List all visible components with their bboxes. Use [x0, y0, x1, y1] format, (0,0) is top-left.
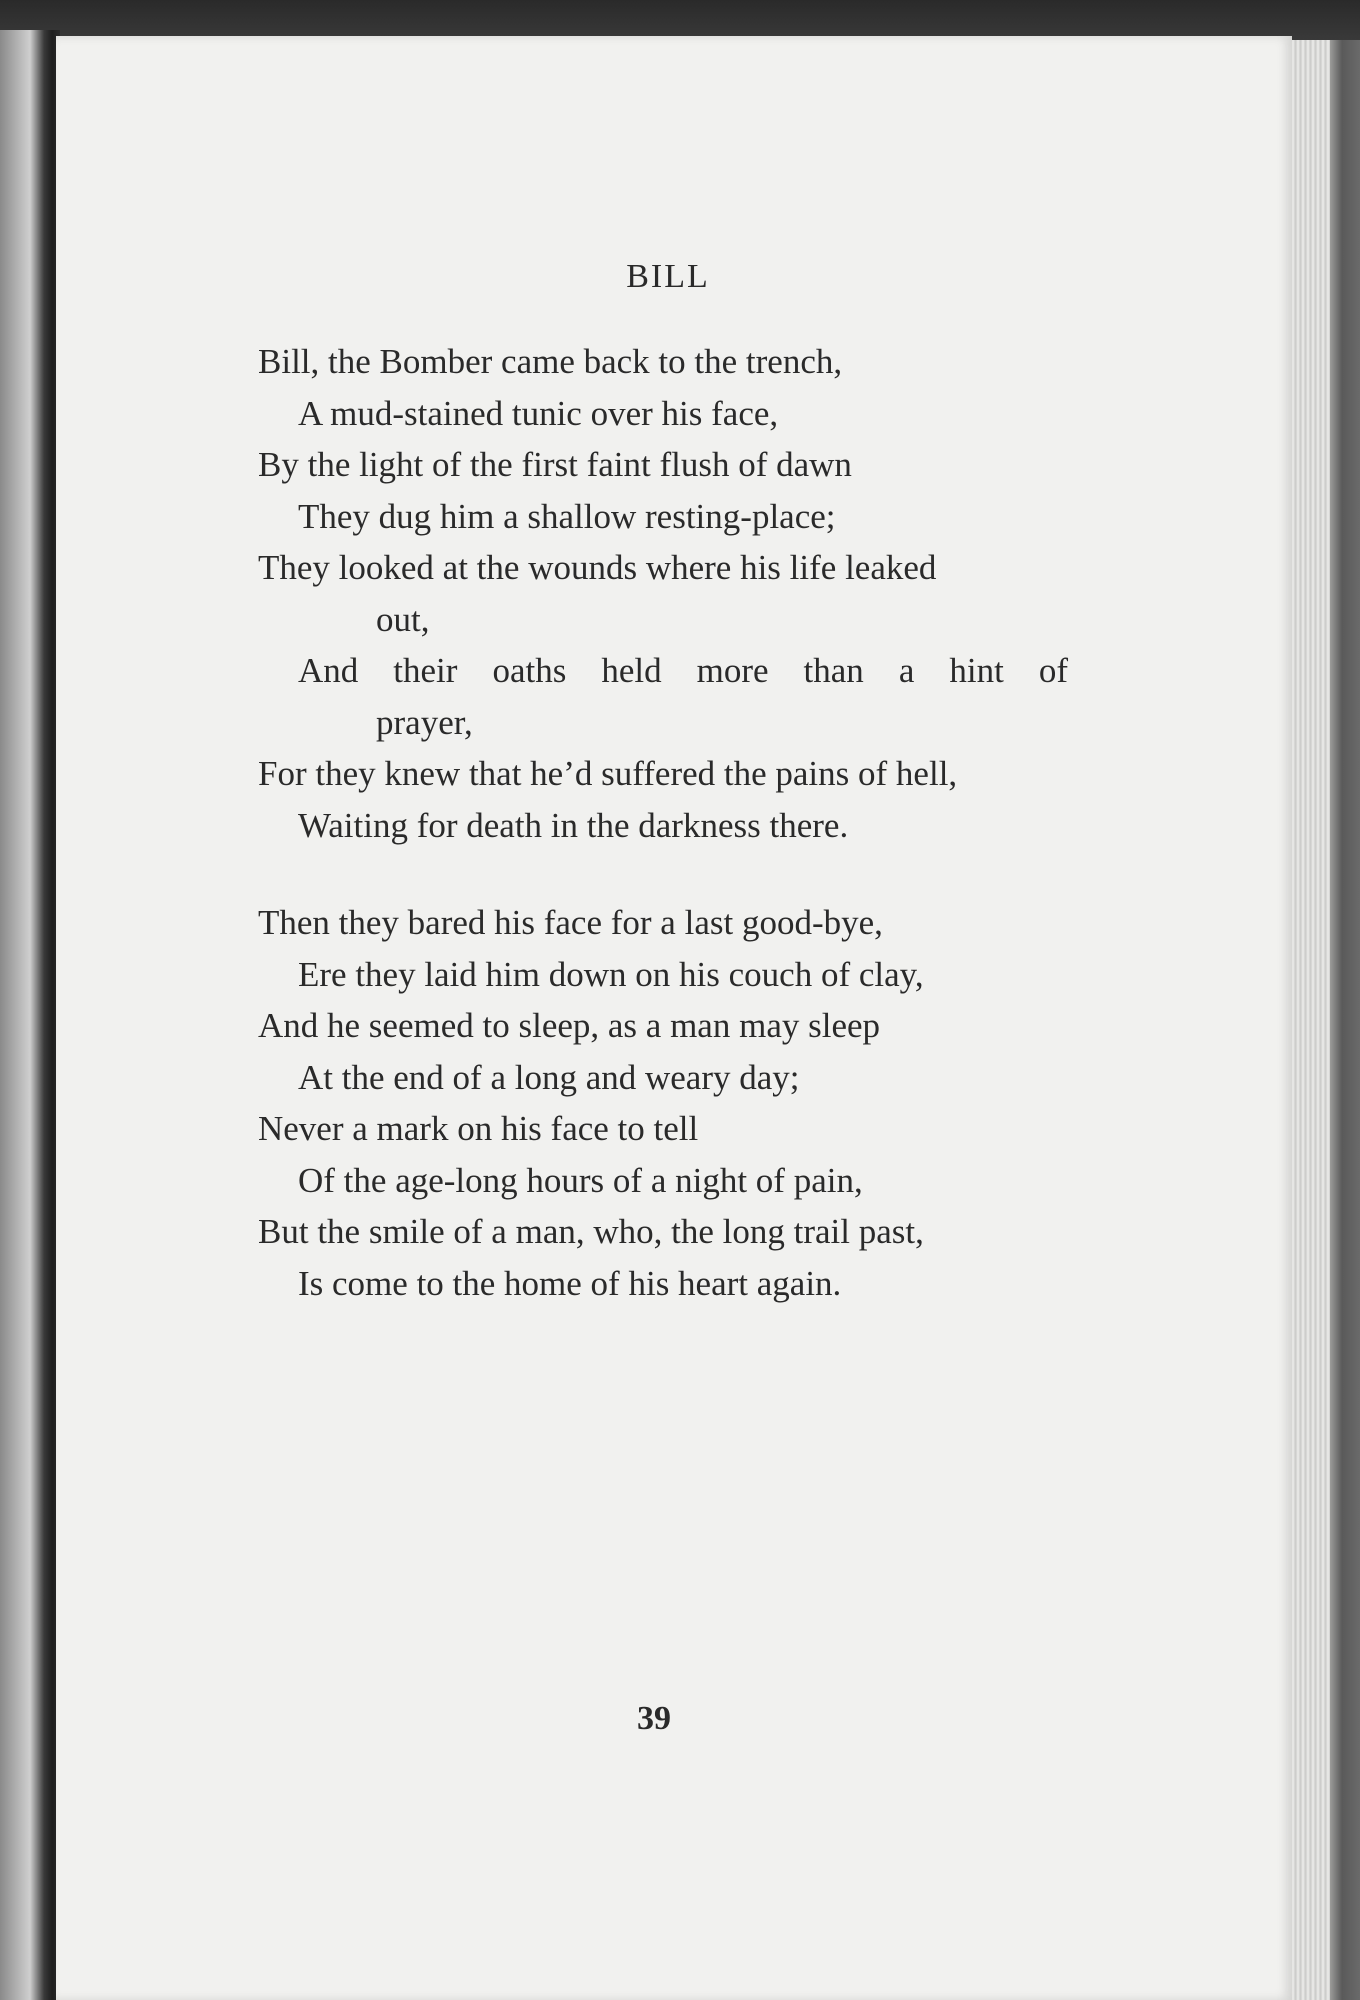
poem-line: Of the age-long hours of a night of pain,	[298, 1160, 863, 1200]
poem-line: By the light of the first faint flush of dawn	[258, 445, 852, 484]
stanza	[258, 897, 1068, 1309]
book-spine-edge	[0, 30, 60, 2000]
poem-line: But the smile of a man, who, the long trail past,	[258, 1212, 924, 1251]
poem-title: BILL	[626, 258, 710, 295]
poem-line: Is come to the home of his heart again.	[298, 1263, 842, 1303]
page-number: 39	[637, 1700, 671, 1737]
poem-line: And he seemed to sleep, as a man may sleep	[258, 1006, 881, 1045]
poem-body	[258, 336, 1068, 1309]
poem-line: Ere they laid him down on his couch of clay,	[298, 954, 924, 994]
poem-line: And their oaths held more than a hint of	[298, 651, 1068, 690]
book-page	[56, 36, 1292, 2000]
poem-line-turnover: prayer,	[376, 702, 473, 742]
poem-line: At the end of a long and weary day;	[298, 1057, 800, 1097]
poem-line: For they knew that he’d suffered the pains of hell,	[258, 754, 958, 793]
poem-line: Then they bared his face for a last good-bye,	[258, 903, 883, 942]
poem-line: Bill, the Bomber came back to the trench,	[258, 342, 843, 381]
book-page-edges	[1292, 40, 1360, 2000]
book-cover-edge	[1330, 40, 1360, 2000]
poem-line: A mud-stained tunic over his face,	[298, 393, 779, 433]
stanza	[258, 336, 1068, 851]
poem-line: Never a mark on his face to tell	[258, 1109, 699, 1148]
stanza-break	[258, 851, 1068, 897]
poem-line: Waiting for death in the darkness there.	[298, 805, 849, 845]
poem-line-turnover: out,	[376, 599, 430, 639]
poem-line: They looked at the wounds where his life leaked	[258, 548, 937, 587]
poem-line: They dug him a shallow resting-place;	[298, 496, 836, 536]
